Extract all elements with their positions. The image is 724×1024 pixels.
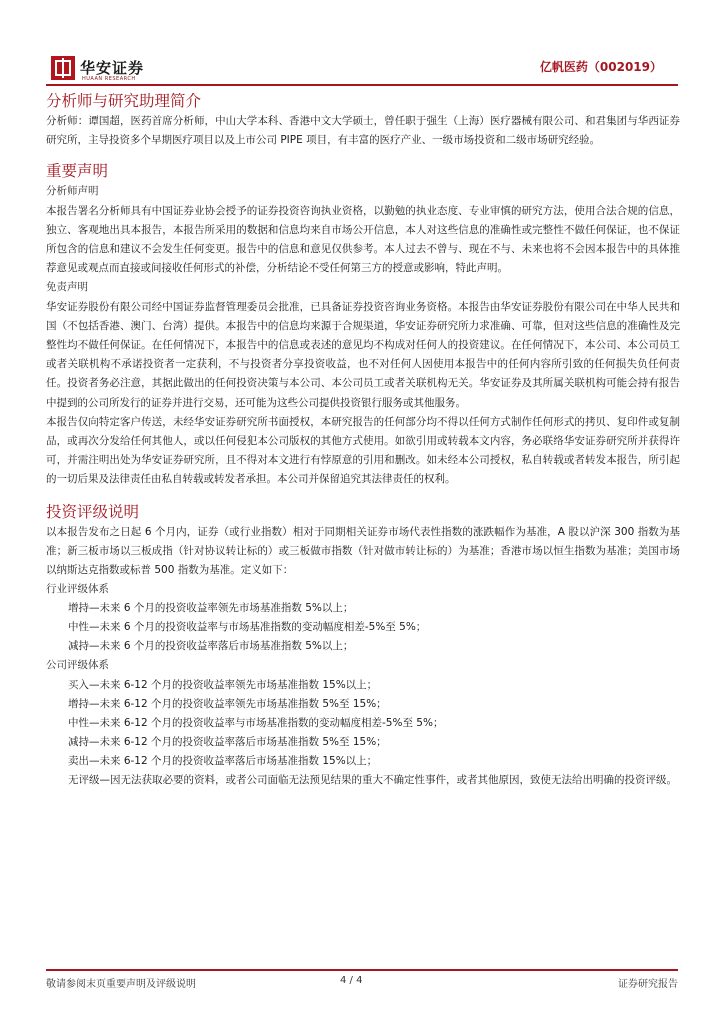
rating-section-title: 投资评级说明 [46,502,140,521]
industry-rating-underweight: 减持—未来 6 个月的投资收益率落后市场基准指数 5%以上； [68,640,354,653]
industry-rating-neutral: 中性—未来 6 个月的投资收益率与市场基准指数的变动幅度相差-5%至 5%； [68,621,427,634]
brand-name-en: HUAAN RESEARCH [82,76,136,82]
company-rating-neutral: 中性—未来 6-12 个月的投资收益率与市场基准指数的变动幅度相差-5%至 5%； [68,716,444,729]
footer-report-type: 证券研究报告 [618,979,678,990]
report-body [46,90,680,790]
header-divider [46,84,678,86]
declaration-title: 重要声明 [46,162,109,181]
disclaimer-text-1: 华安证券股份有限公司经中国证券监督管理委员会批准，已具备证券投资咨询业务资格。本报告由华安证券股份有限公司在中华人民共和国（不包括香港、澳门、台湾）提供。本报告中的信息均来源于合规渠道，华安证券研究所力求准确、可靠，但对这些信息的准确性及完整性均不做任何保证。在任何情况下，本报告中的信息或表述的意见均不构成对任何人的投资建议。在任何情况下，本公司、本公司员工或者关联机构不承诺投资者一定获利，不与投资者分享投资收益，也不对任何人因使用本报告中的任何内容所引致的任何损失负任何责任。投资者务必注意，其据此做出的任何投资决策与本公司、本公司员工或者关联机构无关。华安证券及其所属关联机构可能会持有报告中提到的公司所发行的证券并进行交易，还可能为这些公司提供投资银行服务或其他服务。 [46,300,680,409]
no-rating-text: 因无法获取必要的资料，或者公司面临无法预见结果的重大不确定性事件，或者其他原因，致使无法给出明确的投资评级。 [110,773,677,786]
company-rating-overweight: 增持—未来 6-12 个月的投资收益率领先市场基准指数 5%至 15%； [68,697,387,710]
disclaimer-text-2: 本报告仅向特定客户传送，未经华安证券研究所书面授权，本研究报告的任何部分均不得以任何方式制作任何形式的拷贝、复印件或复制品，或再次分发给任何其他人，或以任何侵犯本公司版权的其他方式使用。如欲引用或转载本文内容，务必联络华安证券研究所并获得许可，并需注明出处为华安证券研究所，且不得对本文进行有悖原意的引用和删改。如未经本公司授权，私自转载或者转发本报告，所引起的一切后果及法律责任由私自转载或转发者承担。本公司并保留追究其法律责任的权利。 [46,415,680,486]
analyst-statement-text: 本报告署名分析师具有中国证券业协会授予的证券投资咨询执业资格，以勤勉的执业态度、专业审慎的研究方法，使用合法合规的信息，独立、客观地出具本报告，本报告所采用的数据和信息均来自市场公开信息，本人对这些信息的准确性或完整性不做任何保证，也不保证所包含的信息和建议不会发生任何变更。报告中的信息和意见仅供参考。本人过去不曾与、现在不与、未来也将不会因本报告中的具体推荐意见或观点而直接或间接收任何形式的补偿，分析结论不受任何第三方的授意或影响，特此声明。 [46,204,680,275]
no-rating-label: 无评级— [68,773,110,786]
industry-rating-overweight: 增持—未来 6 个月的投资收益率领先市场基准指数 5%以上； [68,602,354,615]
company-rating-buy: 买入—未来 6-12 个月的投资收益率领先市场基准指数 15%以上； [68,678,378,691]
disclaimer-label: 免责声明 [46,281,88,294]
stock-title: 亿帆医药（002019） [539,60,662,74]
brand-name: 华安证券 [80,59,145,77]
analyst-section-title: 分析师与研究助理简介 [46,92,202,110]
no-rating-item [46,771,680,790]
company-rating-underweight: 减持—未来 6-12 个月的投资收益率落后市场基准指数 5%至 15%； [68,735,387,748]
industry-rating-label: 行业评级体系 [46,583,109,596]
footer-divider [46,969,678,971]
rating-intro: 以本报告发布之日起 6 个月内，证券（或行业指数）相对于同期相关证券市场代表性指数的涨跌幅作为基准，A 股以沪深 300 指数为基准；新三板市场以三板成指（针对协议转让标的）或三板做市指数（针对做市转让标的）为基准；香港市场以恒生指数为基准；美国市场以纳斯达克指数或标普 500 指数为基准。定义如下： [46,525,680,577]
company-rating-sell: 卖出—未来 6-12 个月的投资收益率落后市场基准指数 15%以上； [68,754,378,767]
page-footer [46,969,678,995]
analyst-statement-label: 分析师声明 [46,185,99,198]
huaan-logo-icon [51,56,75,80]
page-header [46,50,678,86]
analyst-bio: 分析师：谭国超，医药首席分析师，中山大学本科、香港中文大学硕士，曾任职于强生（上海）医疗器械有限公司、和君集团与华西证券研究所，主导投资多个早期医疗项目以及上市公司 PIPE 项目，有丰富的医疗产业、一级市场投资和二级市场研究经验。 [46,115,680,147]
page-number: 4 / 4 [340,975,363,986]
footer-note: 敬请参阅末页重要声明及评级说明 [46,979,196,990]
company-rating-label: 公司评级体系 [46,659,109,672]
